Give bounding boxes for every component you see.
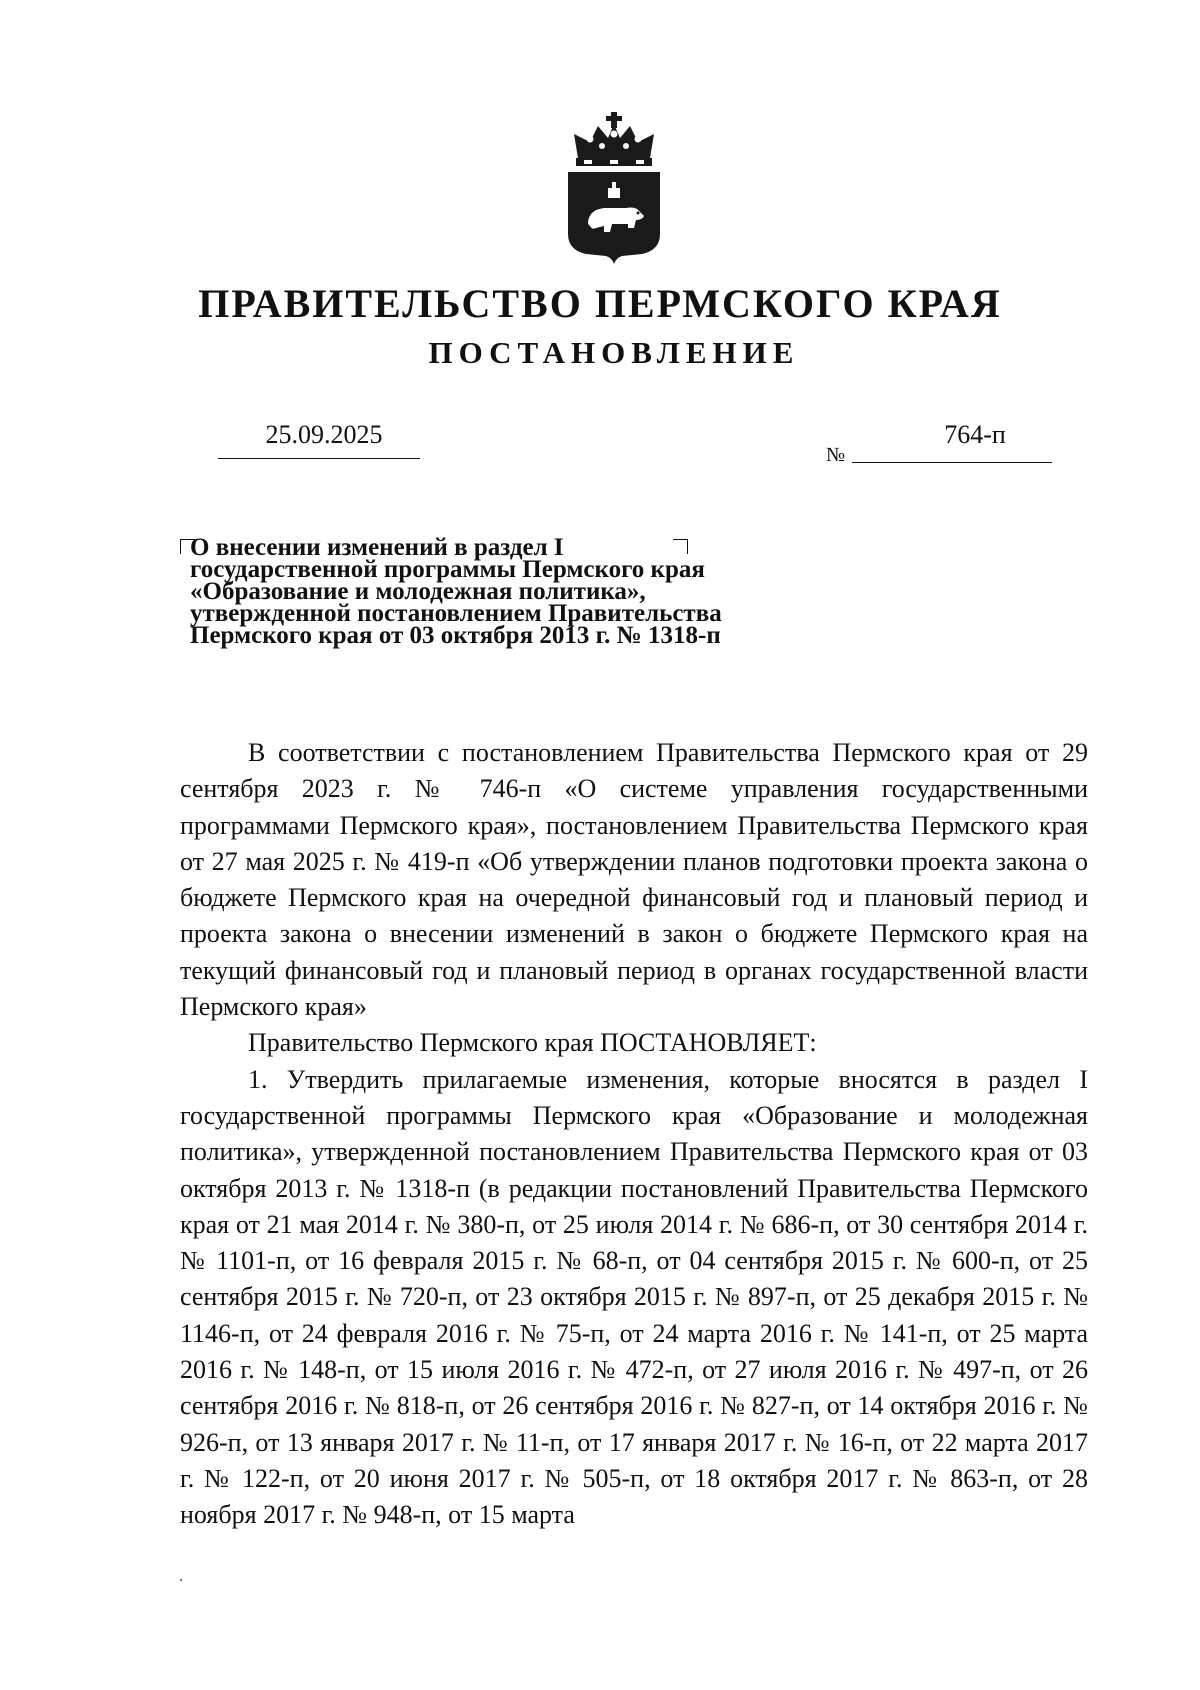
subject-line: О внесении изменений в раздел I	[190, 534, 564, 561]
number-label: №	[826, 444, 846, 466]
subject-line: Пермского края от 03 октября 2013 г. № 1318-п	[190, 622, 721, 649]
body-paragraph: В соответствии с постановлением Правительства Пермского края от 29 сентября 2023 г. № 746-п «О системе управления государственными программами Пермского края», постановлением Правительства Пермского края от 27 мая 2025 г. № 419-п «Об утверждении планов подготовки проекта закона о бюджете Пермского края на очередной финансовый год и плановый период и проекта закона о внесении изменений в закон о бюджете Пермского края на текущий финансовый год и плановый период в органах государственной власти Пермского края»	[180, 738, 1088, 1022]
coat-of-arms-icon	[564, 112, 664, 264]
document-subject	[190, 534, 830, 649]
document-body	[180, 735, 1088, 1534]
document-number: 764-п	[944, 420, 1006, 449]
number-underline	[852, 462, 1052, 463]
subject-line: «Образование и молодежная политика»,	[190, 578, 646, 605]
resolution-statement: Правительство Пермского края ПОСТАНОВЛЯЕТ:	[248, 1028, 817, 1058]
scan-mark	[178, 1582, 184, 1588]
document-type: ПОСТАНОВЛЕНИЕ	[428, 335, 800, 370]
subject-line: утвержденной постановлением Правительства	[190, 600, 722, 627]
body-paragraph: 1. Утвердить прилагаемые изменения, которые вносятся в раздел I государственной программы Пермского края «Образование и молодежная политика», утвержденной постановлением Правительства Пермского края от 03 октября 2013 г. № 1318-п (в редакции постановлений Правительства Пермского края от 21 мая 2014 г. № 380-п, от 25 июля 2014 г. № 686-п, от 30 сентября 2014 г. № 1101-п, от 16 февраля 2015 г. № 68-п, от 04 сентября 2015 г. № 600-п, от 25 сентября 2015 г. № 720-п, от 23 октября 2015 г. № 897-п, от 25 декабря 2015 г. № 1146-п, от 24 февраля 2016 г. № 75-п, от 24 марта 2016 г. № 141-п, от 25 марта 2016 г. № 148-п, от 15 июля 2016 г. № 472-п, от 27 июля 2016 г. № 497-п, от 26 сентября 2016 г. № 818-п, от 26 сентября 2016 г. № 827-п, от 14 октября 2016 г. № 926-п, от 13 января 2017 г. № 11-п, от 17 января 2017 г. № 16-п, от 22 марта 2017 г. № 122-п, от 20 июня 2017 г. № 505-п, от 18 октября 2017 г. № 863-п, от 28 ноября 2017 г. № 948-п, от 15 марта	[180, 1064, 1088, 1530]
date-underline	[218, 458, 420, 459]
document-date: 25.09.2025	[265, 420, 383, 449]
government-title: ПРАВИТЕЛЬСТВО ПЕРМСКОГО КРАЯ	[198, 281, 1002, 326]
document-date-field	[218, 420, 420, 459]
subject-line: государственной программы Пермского края	[190, 556, 705, 583]
